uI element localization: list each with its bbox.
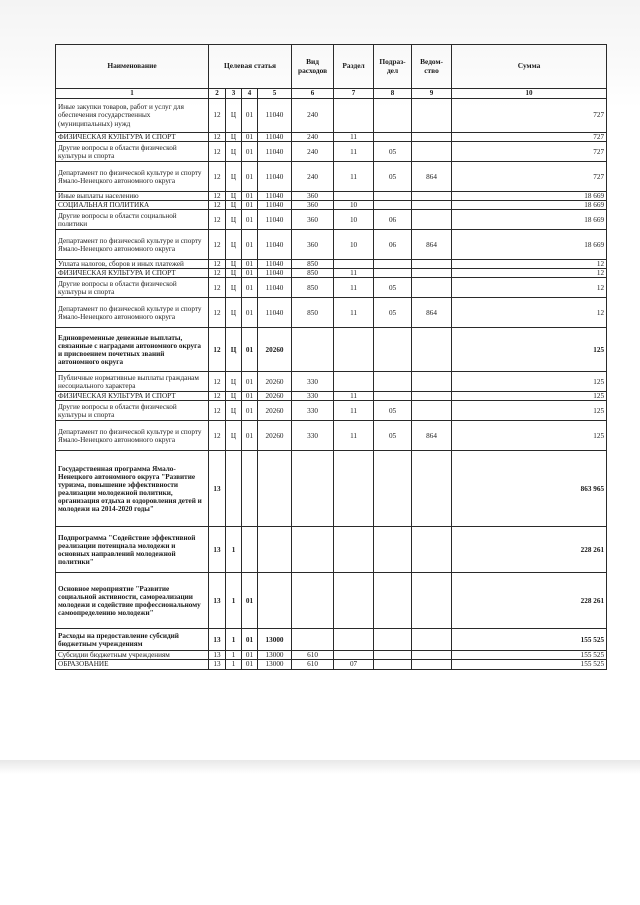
expense-type-cell: 360 xyxy=(292,210,334,230)
target-code-direction-cell: 13000 xyxy=(258,651,292,660)
section-cell: 10 xyxy=(334,230,374,260)
amount-cell: 727 xyxy=(452,142,607,162)
target-code-subprogram-cell xyxy=(226,451,242,527)
target-code-direction-cell: 20260 xyxy=(258,392,292,401)
table-row xyxy=(56,192,607,201)
target-code-subprogram-cell: Ц xyxy=(226,269,242,278)
target-code-activity-cell: 01 xyxy=(242,392,258,401)
department-cell xyxy=(412,133,452,142)
column-number: 4 xyxy=(242,89,258,99)
target-code-activity-cell: 01 xyxy=(242,260,258,269)
expense-type-cell: 610 xyxy=(292,660,334,669)
department-cell xyxy=(412,260,452,269)
section-cell: 11 xyxy=(334,298,374,328)
amount-cell: 18 669 xyxy=(452,230,607,260)
header-row xyxy=(56,45,607,89)
subsection-cell: 05 xyxy=(374,298,412,328)
subsection-cell xyxy=(374,192,412,201)
target-code-direction-cell xyxy=(258,573,292,629)
target-code-direction-cell: 20260 xyxy=(258,421,292,451)
target-code-program-cell: 12 xyxy=(209,392,226,401)
amount-cell: 125 xyxy=(452,401,607,421)
subsection-cell: 05 xyxy=(374,162,412,192)
amount-cell: 155 525 xyxy=(452,660,607,669)
table-row xyxy=(56,372,607,392)
department-cell: 864 xyxy=(412,298,452,328)
scan-edge-shadow xyxy=(0,760,640,774)
department-cell: 864 xyxy=(412,230,452,260)
target-code-activity-cell: 01 xyxy=(242,660,258,669)
target-code-activity-cell: 01 xyxy=(242,328,258,372)
row-name-cell: Департамент по физической культуре и спорту Ямало-Ненецкого автономного округа xyxy=(56,162,209,192)
target-code-activity-cell: 01 xyxy=(242,421,258,451)
target-code-direction-cell: 11040 xyxy=(258,142,292,162)
department-cell xyxy=(412,278,452,298)
target-code-direction-cell: 11040 xyxy=(258,278,292,298)
subsection-cell xyxy=(374,372,412,392)
expense-type-cell: 610 xyxy=(292,651,334,660)
row-name-cell: Основное мероприятие "Развитие социальной активности, самореализации молодежи и содействие профессиональному самоопределению молодежи" xyxy=(56,573,209,629)
subsection-cell xyxy=(374,260,412,269)
department-cell xyxy=(412,573,452,629)
amount-cell: 863 965 xyxy=(452,451,607,527)
section-cell xyxy=(334,372,374,392)
department-cell xyxy=(412,372,452,392)
row-name-cell: Другие вопросы в области физической культуры и спорта xyxy=(56,401,209,421)
target-code-program-cell: 12 xyxy=(209,192,226,201)
target-code-direction-cell: 11040 xyxy=(258,99,292,133)
row-name-cell: Департамент по физической культуре и спорту Ямало-Ненецкого автономного округа xyxy=(56,298,209,328)
row-name-cell: Другие вопросы в области социальной политики xyxy=(56,210,209,230)
header-section: Раздел xyxy=(334,45,374,89)
section-cell: 11 xyxy=(334,162,374,192)
section-cell: 11 xyxy=(334,421,374,451)
section-cell: 11 xyxy=(334,142,374,162)
target-code-activity-cell: 01 xyxy=(242,401,258,421)
target-code-direction-cell: 11040 xyxy=(258,210,292,230)
target-code-subprogram-cell: Ц xyxy=(226,192,242,201)
target-code-subprogram-cell: 1 xyxy=(226,660,242,669)
expense-type-cell xyxy=(292,629,334,651)
department-cell xyxy=(412,629,452,651)
column-number: 5 xyxy=(258,89,292,99)
expense-type-cell xyxy=(292,573,334,629)
target-code-program-cell: 12 xyxy=(209,260,226,269)
amount-cell: 727 xyxy=(452,133,607,142)
amount-cell: 12 xyxy=(452,269,607,278)
target-code-program-cell: 12 xyxy=(209,230,226,260)
expense-type-cell: 360 xyxy=(292,192,334,201)
target-code-subprogram-cell: 1 xyxy=(226,629,242,651)
row-name-cell: Другие вопросы в области физической культуры и спорта xyxy=(56,278,209,298)
amount-cell: 18 669 xyxy=(452,201,607,210)
column-number: 1 xyxy=(56,89,209,99)
subsection-cell xyxy=(374,392,412,401)
department-cell xyxy=(412,527,452,573)
row-name-cell: Департамент по физической культуре и спорту Ямало-Ненецкого автономного округа xyxy=(56,230,209,260)
target-code-direction-cell: 11040 xyxy=(258,269,292,278)
target-code-subprogram-cell: Ц xyxy=(226,210,242,230)
table-row xyxy=(56,133,607,142)
section-cell: 10 xyxy=(334,201,374,210)
table-row xyxy=(56,392,607,401)
subsection-cell xyxy=(374,269,412,278)
target-code-activity-cell xyxy=(242,527,258,573)
subsection-cell xyxy=(374,629,412,651)
column-number: 7 xyxy=(334,89,374,99)
target-code-activity-cell: 01 xyxy=(242,201,258,210)
department-cell xyxy=(412,210,452,230)
target-code-activity-cell: 01 xyxy=(242,133,258,142)
expense-type-cell: 850 xyxy=(292,269,334,278)
amount-cell: 12 xyxy=(452,298,607,328)
target-code-subprogram-cell: Ц xyxy=(226,162,242,192)
department-cell: 864 xyxy=(412,421,452,451)
target-code-direction-cell: 11040 xyxy=(258,133,292,142)
target-code-activity-cell: 01 xyxy=(242,230,258,260)
table-row xyxy=(56,278,607,298)
target-code-activity-cell: 01 xyxy=(242,651,258,660)
target-code-direction-cell: 13000 xyxy=(258,660,292,669)
expense-type-cell: 360 xyxy=(292,201,334,210)
section-cell xyxy=(334,192,374,201)
target-code-subprogram-cell: Ц xyxy=(226,392,242,401)
amount-cell: 228 261 xyxy=(452,527,607,573)
section-cell: 07 xyxy=(334,660,374,669)
target-code-activity-cell: 01 xyxy=(242,573,258,629)
amount-cell: 125 xyxy=(452,421,607,451)
amount-cell: 125 xyxy=(452,328,607,372)
target-code-program-cell: 12 xyxy=(209,401,226,421)
section-cell: 11 xyxy=(334,401,374,421)
table-row xyxy=(56,451,607,527)
target-code-program-cell: 13 xyxy=(209,451,226,527)
section-cell xyxy=(334,328,374,372)
subsection-cell xyxy=(374,99,412,133)
table-row xyxy=(56,230,607,260)
target-code-program-cell: 13 xyxy=(209,660,226,669)
target-code-program-cell: 13 xyxy=(209,651,226,660)
amount-cell: 727 xyxy=(452,99,607,133)
table-row xyxy=(56,298,607,328)
target-code-subprogram-cell: Ц xyxy=(226,133,242,142)
expense-type-cell: 850 xyxy=(292,298,334,328)
target-code-subprogram-cell: Ц xyxy=(226,201,242,210)
section-cell xyxy=(334,260,374,269)
section-cell: 11 xyxy=(334,133,374,142)
target-code-subprogram-cell: 1 xyxy=(226,573,242,629)
department-cell xyxy=(412,328,452,372)
subsection-cell xyxy=(374,133,412,142)
subsection-cell: 05 xyxy=(374,142,412,162)
target-code-program-cell: 12 xyxy=(209,372,226,392)
table-row xyxy=(56,201,607,210)
row-name-cell: Подпрограмма "Содействие эффективной реализации потенциала молодежи и основных направлений молодежной политики" xyxy=(56,527,209,573)
column-number: 10 xyxy=(452,89,607,99)
target-code-activity-cell: 01 xyxy=(242,298,258,328)
target-code-program-cell: 12 xyxy=(209,201,226,210)
amount-cell: 18 669 xyxy=(452,192,607,201)
amount-cell: 12 xyxy=(452,278,607,298)
target-code-subprogram-cell: Ц xyxy=(226,278,242,298)
table-row xyxy=(56,162,607,192)
target-code-program-cell: 12 xyxy=(209,421,226,451)
department-cell xyxy=(412,201,452,210)
table-row xyxy=(56,401,607,421)
section-cell xyxy=(334,451,374,527)
expense-type-cell: 850 xyxy=(292,278,334,298)
section-cell: 11 xyxy=(334,269,374,278)
target-code-direction-cell: 11040 xyxy=(258,298,292,328)
target-code-program-cell: 12 xyxy=(209,298,226,328)
target-code-subprogram-cell: 1 xyxy=(226,651,242,660)
row-name-cell: ФИЗИЧЕСКАЯ КУЛЬТУРА И СПОРТ xyxy=(56,133,209,142)
expense-type-cell: 240 xyxy=(292,142,334,162)
section-cell xyxy=(334,573,374,629)
subsection-cell xyxy=(374,573,412,629)
subsection-cell xyxy=(374,651,412,660)
target-code-program-cell: 12 xyxy=(209,142,226,162)
section-cell: 11 xyxy=(334,278,374,298)
target-code-subprogram-cell: 1 xyxy=(226,527,242,573)
amount-cell: 155 525 xyxy=(452,629,607,651)
subsection-cell xyxy=(374,451,412,527)
expense-type-cell: 240 xyxy=(292,162,334,192)
target-code-direction-cell: 20260 xyxy=(258,401,292,421)
target-code-direction-cell: 13000 xyxy=(258,629,292,651)
section-cell: 11 xyxy=(334,392,374,401)
amount-cell: 125 xyxy=(452,372,607,392)
row-name-cell: Субсидии бюджетным учреждениям xyxy=(56,651,209,660)
target-code-activity-cell: 01 xyxy=(242,372,258,392)
table-row xyxy=(56,527,607,573)
target-code-direction-cell xyxy=(258,527,292,573)
row-name-cell: Единовременные денежные выплаты, связанные с наградами автономного округа и присвоением почетных званий автономного округа xyxy=(56,328,209,372)
target-code-program-cell: 12 xyxy=(209,328,226,372)
table-row xyxy=(56,99,607,133)
header-subsection: Подраз-дел xyxy=(374,45,412,89)
row-name-cell: Другие вопросы в области физической культуры и спорта xyxy=(56,142,209,162)
target-code-direction-cell: 11040 xyxy=(258,260,292,269)
subsection-cell: 06 xyxy=(374,230,412,260)
amount-cell: 18 669 xyxy=(452,210,607,230)
table-row xyxy=(56,269,607,278)
table-row xyxy=(56,651,607,660)
table-row xyxy=(56,660,607,669)
target-code-activity-cell: 01 xyxy=(242,269,258,278)
expense-type-cell: 330 xyxy=(292,372,334,392)
table-row xyxy=(56,328,607,372)
amount-cell: 727 xyxy=(452,162,607,192)
target-code-subprogram-cell: Ц xyxy=(226,99,242,133)
table-row xyxy=(56,142,607,162)
budget-table xyxy=(55,44,607,670)
table-row xyxy=(56,573,607,629)
subsection-cell: 05 xyxy=(374,278,412,298)
target-code-direction-cell: 11040 xyxy=(258,201,292,210)
department-cell xyxy=(412,99,452,133)
header-expense-type: Вид расходов xyxy=(292,45,334,89)
row-name-cell: Государственная программа Ямало-Ненецкого автономного округа "Развитие туризма, повышение эффективности реализации молодежной политики, организация отдыха и оздоровления детей и молодежи на 2014-2020 годы" xyxy=(56,451,209,527)
expense-type-cell: 850 xyxy=(292,260,334,269)
target-code-activity-cell: 01 xyxy=(242,99,258,133)
target-code-direction-cell: 11040 xyxy=(258,162,292,192)
table-row xyxy=(56,421,607,451)
target-code-activity-cell: 01 xyxy=(242,162,258,192)
expense-type-cell: 330 xyxy=(292,401,334,421)
target-code-program-cell: 13 xyxy=(209,629,226,651)
target-code-activity-cell xyxy=(242,451,258,527)
target-code-program-cell: 12 xyxy=(209,133,226,142)
department-cell xyxy=(412,392,452,401)
target-code-subprogram-cell: Ц xyxy=(226,372,242,392)
expense-type-cell xyxy=(292,328,334,372)
target-code-subprogram-cell: Ц xyxy=(226,298,242,328)
subsection-cell xyxy=(374,328,412,372)
expense-type-cell xyxy=(292,451,334,527)
target-code-program-cell: 13 xyxy=(209,527,226,573)
section-cell: 10 xyxy=(334,210,374,230)
target-code-direction-cell xyxy=(258,451,292,527)
expense-type-cell: 240 xyxy=(292,99,334,133)
header-department: Ведом-ство xyxy=(412,45,452,89)
column-number-row xyxy=(56,89,607,99)
section-cell xyxy=(334,99,374,133)
expense-type-cell: 330 xyxy=(292,392,334,401)
target-code-program-cell: 12 xyxy=(209,269,226,278)
target-code-program-cell: 12 xyxy=(209,278,226,298)
target-code-program-cell: 12 xyxy=(209,210,226,230)
column-number: 9 xyxy=(412,89,452,99)
target-code-subprogram-cell: Ц xyxy=(226,230,242,260)
target-code-program-cell: 13 xyxy=(209,573,226,629)
row-name-cell: Расходы на предоставление субсидий бюджетным учреждениям xyxy=(56,629,209,651)
section-cell xyxy=(334,651,374,660)
target-code-subprogram-cell: Ц xyxy=(226,142,242,162)
header-amount: Сумма xyxy=(452,45,607,89)
target-code-direction-cell: 20260 xyxy=(258,328,292,372)
subsection-cell: 06 xyxy=(374,210,412,230)
department-cell xyxy=(412,269,452,278)
target-code-direction-cell: 11040 xyxy=(258,192,292,201)
row-name-cell: Департамент по физической культуре и спорту Ямало-Ненецкого автономного округа xyxy=(56,421,209,451)
column-number: 2 xyxy=(209,89,226,99)
header-name: Наименование xyxy=(56,45,209,89)
department-cell: 864 xyxy=(412,162,452,192)
department-cell xyxy=(412,651,452,660)
target-code-activity-cell: 01 xyxy=(242,142,258,162)
amount-cell: 125 xyxy=(452,392,607,401)
subsection-cell xyxy=(374,660,412,669)
department-cell xyxy=(412,192,452,201)
department-cell xyxy=(412,142,452,162)
row-name-cell: ОБРАЗОВАНИЕ xyxy=(56,660,209,669)
target-code-activity-cell: 01 xyxy=(242,629,258,651)
table-row xyxy=(56,260,607,269)
subsection-cell: 05 xyxy=(374,401,412,421)
expense-type-cell: 360 xyxy=(292,230,334,260)
department-cell xyxy=(412,660,452,669)
expense-type-cell: 330 xyxy=(292,421,334,451)
row-name-cell: Публичные нормативные выплаты гражданам несоциального характера xyxy=(56,372,209,392)
subsection-cell: 05 xyxy=(374,421,412,451)
subsection-cell xyxy=(374,527,412,573)
target-code-subprogram-cell: Ц xyxy=(226,260,242,269)
target-code-subprogram-cell: Ц xyxy=(226,328,242,372)
header-target: Целевая статья xyxy=(209,45,292,89)
target-code-activity-cell: 01 xyxy=(242,210,258,230)
department-cell xyxy=(412,451,452,527)
target-code-program-cell: 12 xyxy=(209,162,226,192)
row-name-cell: Уплата налогов, сборов и иных платежей xyxy=(56,260,209,269)
target-code-direction-cell: 20260 xyxy=(258,372,292,392)
department-cell xyxy=(412,401,452,421)
column-number: 8 xyxy=(374,89,412,99)
target-code-program-cell: 12 xyxy=(209,99,226,133)
column-number: 3 xyxy=(226,89,242,99)
target-code-activity-cell: 01 xyxy=(242,192,258,201)
column-number: 6 xyxy=(292,89,334,99)
table-row xyxy=(56,629,607,651)
section-cell xyxy=(334,527,374,573)
amount-cell: 155 525 xyxy=(452,651,607,660)
target-code-subprogram-cell: Ц xyxy=(226,401,242,421)
row-name-cell: Иные выплаты населению xyxy=(56,192,209,201)
target-code-subprogram-cell: Ц xyxy=(226,421,242,451)
row-name-cell: Иные закупки товаров, работ и услуг для обеспечения государственных (муниципальных) нужд xyxy=(56,99,209,133)
section-cell xyxy=(334,629,374,651)
row-name-cell: ФИЗИЧЕСКАЯ КУЛЬТУРА И СПОРТ xyxy=(56,269,209,278)
table-body xyxy=(56,99,607,670)
expense-type-cell xyxy=(292,527,334,573)
expense-type-cell: 240 xyxy=(292,133,334,142)
amount-cell: 228 261 xyxy=(452,573,607,629)
target-code-direction-cell: 11040 xyxy=(258,230,292,260)
table-row xyxy=(56,210,607,230)
subsection-cell xyxy=(374,201,412,210)
amount-cell: 12 xyxy=(452,260,607,269)
target-code-activity-cell: 01 xyxy=(242,278,258,298)
row-name-cell: ФИЗИЧЕСКАЯ КУЛЬТУРА И СПОРТ xyxy=(56,392,209,401)
row-name-cell: СОЦИАЛЬНАЯ ПОЛИТИКА xyxy=(56,201,209,210)
